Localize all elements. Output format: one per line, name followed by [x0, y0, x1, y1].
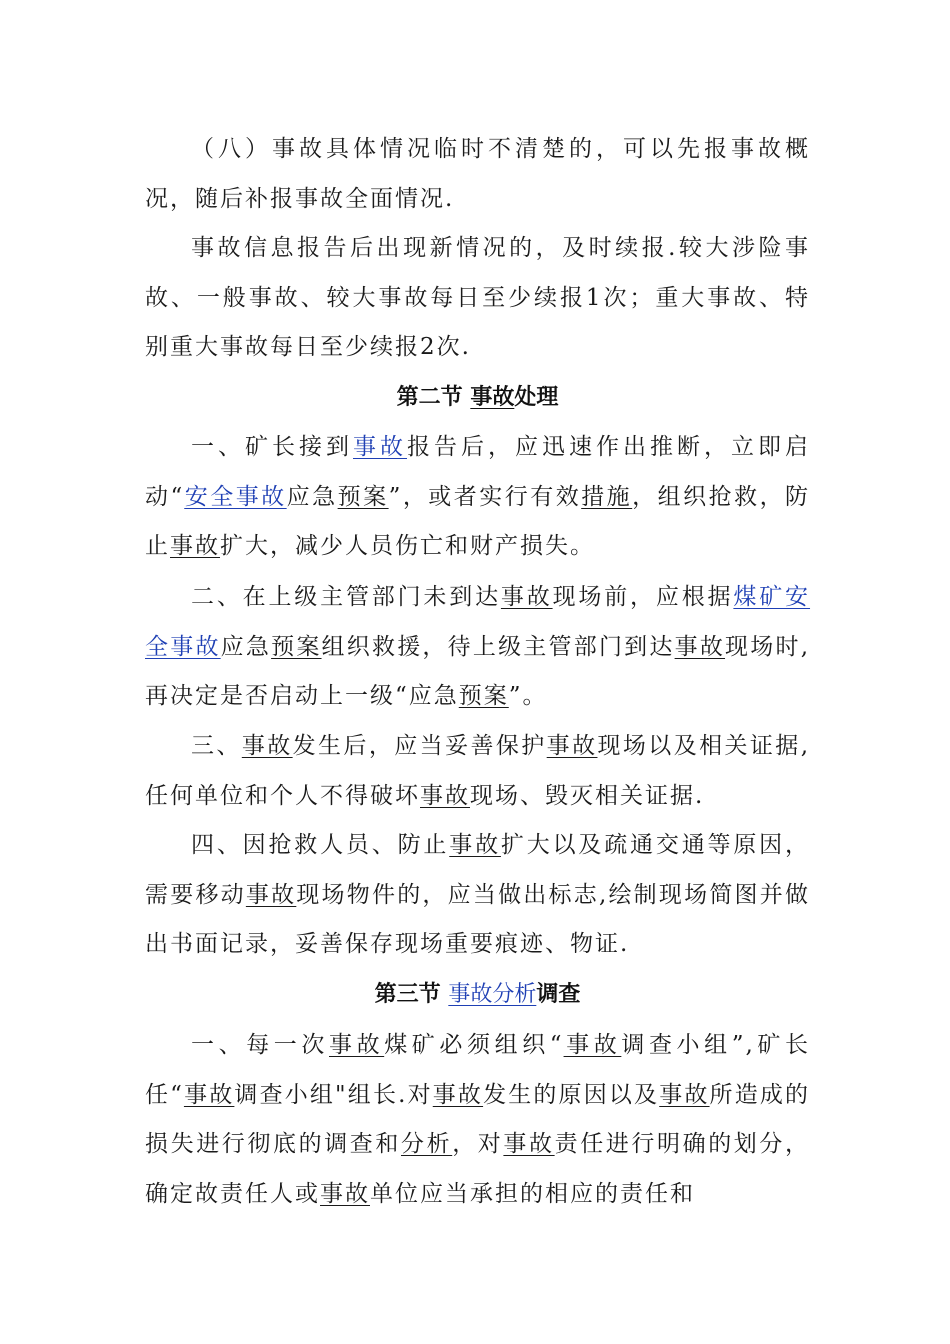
text: ”，或者实行有效 [388, 483, 582, 510]
heading-text: 第三节 [374, 982, 449, 1007]
text: 现场、毁灭相关证据. [470, 782, 705, 809]
text: 一、每一次 [191, 1032, 329, 1058]
paragraph-report-unclear [145, 125, 810, 224]
text: 现场物件的，应当做出标志,绘制现场简图并做出书面记录，妥善保存现场重要痕迹、物证. [145, 881, 810, 957]
link-accident-analysis[interactable]: 事故分析 [448, 982, 537, 1007]
text: 煤矿必须组织“ [384, 1032, 564, 1058]
text: （八）事故具体情况临时不清楚的，可以先报事故概况，随后补报事故全面情况. [145, 136, 810, 212]
text: 现场以及相关证据,任何单位和个人不得破坏 [145, 733, 811, 809]
text: 应急 [220, 633, 272, 660]
heading-keyword: 事故 [470, 385, 515, 410]
keyword: 事故 [503, 1131, 555, 1157]
paragraph-item-4 [145, 821, 810, 970]
paragraph-item-1 [145, 423, 810, 572]
text: 三、 [191, 733, 242, 759]
text: 发生后，应当妥善保护 [292, 733, 547, 759]
link-coal-mine-safety-accident[interactable]: 煤矿安全事故 [145, 584, 811, 660]
text: 二、在上级主管部门未到达 [191, 584, 501, 610]
keyword: 事故 [563, 1032, 622, 1058]
keyword: 事故 [674, 633, 726, 660]
keyword: 事故 [500, 584, 553, 610]
keyword: 事故 [183, 1081, 235, 1108]
heading-text: 处理 [514, 385, 559, 410]
keyword: 事故 [245, 881, 297, 908]
link-accident[interactable]: 事故 [353, 434, 407, 460]
paragraph-item-2 [145, 573, 810, 722]
text: 四、因抢救人员、防止 [191, 832, 450, 858]
text: 现场前，应根据 [552, 584, 734, 610]
heading-text: 第二节 [396, 385, 471, 410]
heading-text: 调查 [536, 982, 581, 1007]
section-heading-2 [145, 378, 810, 418]
text: 单位应当承担的相应的责任和 [370, 1180, 695, 1207]
text: 所造成的损失进行彻底的调查和 [145, 1081, 811, 1157]
keyword: 预案 [271, 633, 322, 660]
text: 事故信息报告后出现新情况的，及时续报.较大涉险事故、一般事故、较大事故每日至少续报1次；重大事故、特别重大事故每日至少续报2次. [145, 235, 810, 360]
keyword: 事故 [659, 1081, 710, 1108]
text: 发生的原因以及 [483, 1081, 660, 1108]
text: ，对 [452, 1131, 504, 1157]
keyword: 事故 [170, 533, 220, 559]
keyword: 事故 [241, 733, 293, 759]
text: 一、矿长接到 [191, 434, 353, 460]
paragraph-item-3 [145, 722, 810, 821]
keyword: 事故 [449, 832, 501, 858]
link-safety-accident[interactable]: 安全事故 [184, 483, 287, 510]
text: ”。 [508, 683, 548, 709]
text: 应急 [286, 483, 338, 510]
text: 扩大，减少人员伤亡和财产损失。 [220, 533, 595, 559]
text: 调查小组”,矿长任“ [145, 1032, 811, 1108]
keyword: 事故 [420, 782, 470, 809]
keyword: 事故 [329, 1032, 385, 1058]
keyword: 预案 [458, 683, 509, 709]
paragraph-investigation [145, 1021, 810, 1219]
text: 报告后，应迅速作出推断，立即启动“ [145, 434, 810, 510]
text: 责任进行明确的划分，确定故责任人或 [145, 1131, 811, 1207]
text: ，组织抢救，防止 [145, 483, 811, 559]
keyword: 预案 [337, 483, 389, 510]
text: 组织救援，待上级主管部门到达 [321, 633, 675, 660]
keyword: 措施 [581, 483, 633, 510]
text: 调查小组"组长.对 [234, 1081, 433, 1108]
keyword: 分析 [401, 1131, 453, 1157]
keyword: 事故 [320, 1180, 370, 1207]
text: 现场时,再决定是否启动上一级“应急 [145, 633, 810, 709]
section-heading-3 [145, 975, 810, 1015]
keyword: 事故 [546, 733, 598, 759]
keyword: 事故 [432, 1081, 484, 1108]
text: 扩大以及疏通交通等原因，需要移动 [145, 832, 811, 908]
paragraph-follow-up-report [145, 224, 810, 373]
